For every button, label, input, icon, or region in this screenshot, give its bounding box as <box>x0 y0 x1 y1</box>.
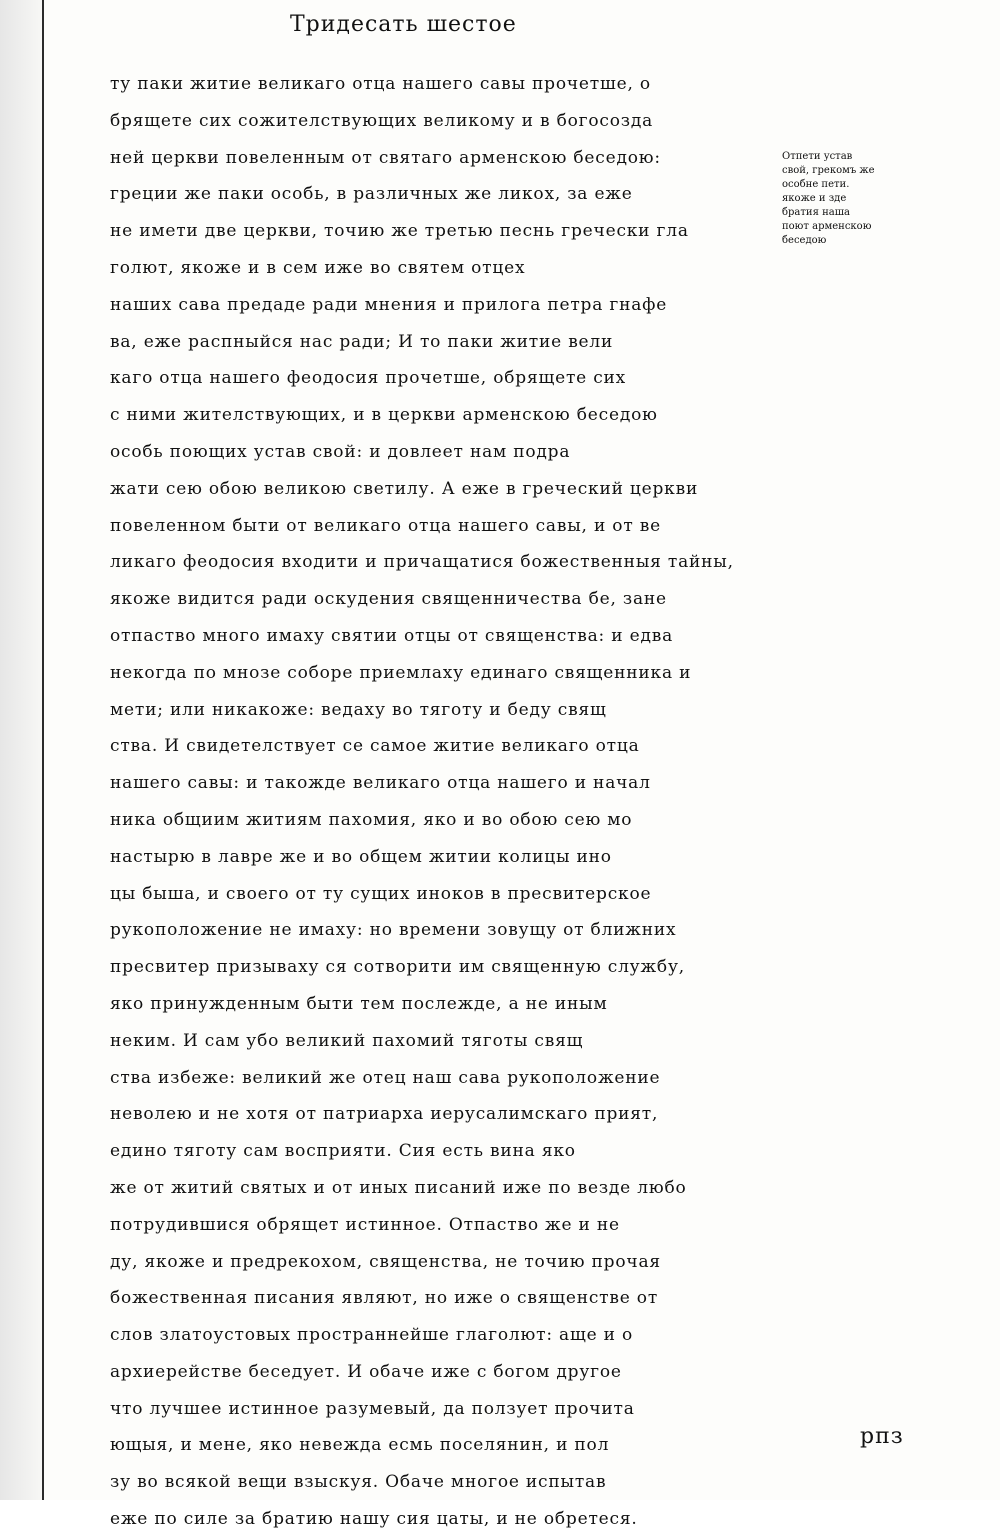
text-line: с ними жителствующих, и в церкви арменскою беседою <box>110 405 658 426</box>
text-line: каго отца нашего феодосия прочетше, обрящете сих <box>110 368 627 389</box>
body-text-block <box>110 66 770 1538</box>
margin-note-line: особне пети. <box>782 179 850 190</box>
text-line: зу во всякой вещи взыскуя. Обаче многое испытав <box>110 1472 607 1493</box>
text-line: неволею и не хотя от патриарха иерусалимскаго прият, <box>110 1104 659 1125</box>
text-line: не имети две церкви, точию же третью песнь гречески гла <box>110 221 689 242</box>
folio-number: рпз <box>860 1424 904 1449</box>
text-line: ва, еже распныйся нас ради; И то паки житие вели <box>110 331 614 352</box>
text-line: мети; или никакоже: ведаху во тяготу и беду свящ <box>110 699 607 720</box>
margin-note-line: свой, грекомъ же <box>782 165 875 176</box>
margin-note-line: братия наша <box>782 207 850 218</box>
text-line: ликаго феодосия входити и причащатися божественныя тайны, <box>110 552 734 573</box>
text-line: особь поющих устав свой: и довлеет нам подра <box>110 441 571 462</box>
text-line: повеленном быти от великаго отца нашего савы, и от ве <box>110 515 661 536</box>
text-line: рукоположение не имаху: но времени зовущу от ближних <box>110 920 677 941</box>
text-line: якоже видится ради оскудения священничества бе, зане <box>110 589 667 610</box>
text-line: ту паки житие великаго отца нашего савы прочетше, о <box>110 74 651 94</box>
text-line: жати сею обою великою светилу. А еже в греческий церкви <box>110 478 699 499</box>
binding-gutter <box>0 0 42 1500</box>
text-line: яко принужденным быти тем послежде, а не иным <box>110 993 608 1014</box>
text-line: настырю в лавре же и во общем житии колицы ино <box>110 846 612 867</box>
text-line: едино тяготу сам восприяти. Сия есть вина яко <box>110 1141 576 1162</box>
margin-note-line: поют арменскою <box>782 221 872 232</box>
text-line: ющыя, и мене, яко невежда есмь поселянин, и пол <box>110 1435 610 1456</box>
text-line: же от житий святых и от иных писаний иже по везде любо <box>110 1177 687 1198</box>
text-line: отпаство много имаху святии отцы от священства: и едва <box>110 625 674 646</box>
text-line: ней церкви повеленным от святаго арменскою беседою: <box>110 147 661 168</box>
binding-edge-line <box>42 0 44 1500</box>
margin-note-line: Отпети устав <box>782 151 853 162</box>
text-line: потрудившися обрящет истинное. Отпаство же и не <box>110 1214 620 1235</box>
text-line: божественная писания являют, но иже о священстве от <box>110 1288 659 1309</box>
text-line: нашего савы: и такожде великаго отца нашего и начал <box>110 773 651 794</box>
text-line: еже по силе за братию нашу сия цаты, и не обретеся. <box>110 1509 638 1530</box>
margin-note-line: якоже и зде <box>782 193 847 204</box>
text-line: некогда по мнозе соборе приемлаху единаго священника и <box>110 662 692 683</box>
text-line: брящете сих сожителствующих великому и в богосозда <box>110 110 654 131</box>
text-line: греции же паки особь, в различных же ликох, за еже <box>110 184 633 205</box>
text-line: слов златоустовых пространнейше глаголют: аще и о <box>110 1325 634 1346</box>
text-line: ства. И свидетелствует се самое житие великаго отца <box>110 736 640 757</box>
text-line: что лучшее истинное разумевый, да ползует прочита <box>110 1398 635 1419</box>
text-line: голют, якоже и в сем иже во святем отцех <box>110 257 526 278</box>
text-line: наших сава предаде ради мнения и прилога петра гнафе <box>110 294 668 315</box>
text-line: ства избеже: великий же отец наш сава рукоположение <box>110 1067 661 1088</box>
text-line: неким. И сам убо великий пахомий тяготы свящ <box>110 1030 584 1051</box>
margin-note-line: беседою <box>782 235 827 246</box>
text-line: ника общиим житиям пахомия, яко и во обою сею мо <box>110 809 633 830</box>
text-line: пресвитер призываху ся сотворити им священную службу, <box>110 957 685 978</box>
margin-note <box>782 150 932 248</box>
text-line: архиерействе беседует. И обаче иже с богом другое <box>110 1361 622 1382</box>
text-line: цы быша, и своего от ту сущих иноков в пресвитерское <box>110 883 652 904</box>
text-line: ду, якоже и предрекохом, священства, не точию прочая <box>110 1251 661 1272</box>
page-title: Тридесать шестое <box>290 12 517 37</box>
